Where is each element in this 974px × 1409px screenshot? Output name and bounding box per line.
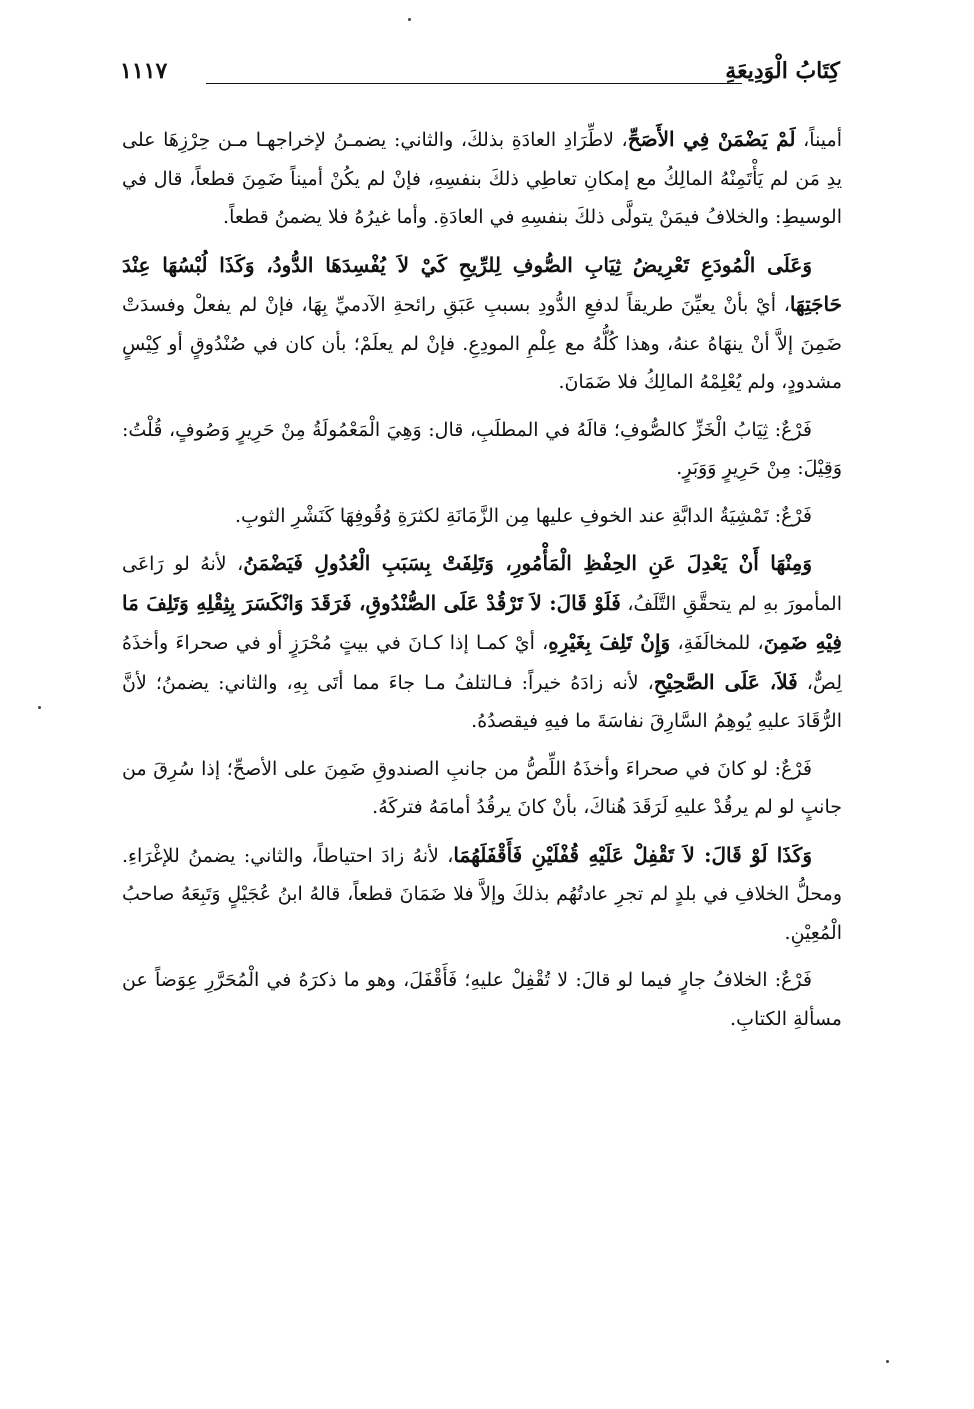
paragraph [122,411,842,488]
commentary-text: ، أيْ كمـا إذا كـانَ في بيتٍ مُحْرَزٍ أو في صحراءَ وأخذَهُ لِصٌّ، [122,632,842,694]
commentary-text: ، لأنه زادَهُ خيراً: فـالتلفُ مـا جاءَ مما أتَى بِهِ، والثاني: يضمنُ؛ لأنَّ الرُّقَادَ عليهِ يُوهِمُ السَّارِقَ نفاسَةَ ما فيهِ فيقصدُهُ. [122,671,842,732]
paragraph [122,246,842,402]
matn-text: وَكَذَا لَوْ قَالَ: لاَ تَقْفِلْ عَلَيْهِ قُفْلَيْنِ فَأَقْفَلَهُمَا [453,842,812,867]
header-rule [206,83,742,84]
matn-text: لَمْ يَضْمَنْ فِي الأَصَحِّ [627,127,796,151]
matn-text: فَلَوْ قَالَ: لاَ تَرْقُدْ عَلَى الصُّنْدُوقِ، فَرَقَدَ وَانْكَسَرَ بِثِقْلِهِ وَتَلِفَ مَا فِيْهِ ضَمِنَ [122,590,842,654]
commentary-text: ، أيْ بأنْ يعيِّنَ طريقاً لدفعِ الدُّودِ بسببِ عَبَقِ رائحةِ الآدميِّ بِهَا، فإنْ لم يفعلْ وفسدَتْ ضَمِنَ إلاَّ أنْ ينهَاهُ عنهُ، وهذا كُلُّهُ مع عِلْمِ المودِعِ. فإنْ لم يعلَمْ؛ بأن كان في صُنْدُوقٍ أو كِيْسٍ مشدودٍ، ولم يُعْلِمْهُ المالِكُ فلا ضَمَانَ. [122,294,842,393]
commentary-text: ، لأنهُ زادَ احتياطاً، والثاني: يضمنُ للإغْرَاءِ. ومحلُّ الخلافِ في بلدٍ لم تجرِ عادتُهُم بذلكَ وإلاَّ فلا ضَمَانَ قطعاً، قالهُ ابنُ عُجَيْلٍ وَتَبِعَهُ صاحبُ الْمُعِيْنِ. [122,844,842,944]
commentary-text: ، للمخالَفَةِ، [670,632,764,654]
matn-text: فَلاَ، عَلَى الصَّحِيْحِ [653,669,798,694]
commentary-text: ، لاطِّرَادِ العادَةِ بذلكَ، والثاني: يضمـنُ لإخراجهـا مـن حِرْزِهَا على يدِ مَن لم يَأْتَمِنْهُ المالِكُ مع إمكانِ تعاطِي ذلكَ بنفسِهِ، فإنْ لم يكُنْ أميناً ضَمِنَ قطعاً، قال في الوسيطِ: والخلافُ فيمَنْ يتولَّى ذلكَ بنفسِهِ في العادَةِ. وأما غيرُهُ فلا يضمنُ قطعاً. [122,129,842,228]
paragraph [122,120,842,237]
page-number: ١١١٧ [120,58,168,84]
commentary-text: فَرْعٌ: تَمْشِيَةُ الدابَّةِ عند الخوفِ عليها مِن الزَّمَانَةِ لكثرَةِ وُقُوفِهَا كَنَشْرِ الثوبِ. [234,504,812,527]
page-header [120,58,840,94]
commentary-text: ، لأنهُ لو رَاعَى المأمورَ بهِ لم يتحقَّقِ التَّلَفُ، [122,553,842,615]
paragraph [122,544,842,741]
paragraph [122,836,842,953]
commentary-text: فَرْعٌ: الخلافُ جارٍ فيما لو قالَ: لا تُقْفِلْ عليهِ؛ فَأَقْفَلَ، وهو ما ذكرَهُ في الْمُحَرَّرِ عِوَضاً عن مسألةِ الكتابِ. [122,969,842,1030]
commentary-text: فَرْعٌ: ثِيَابُ الْخَزِّ كالصُّوفِ؛ قالَهُ في المطلَبِ، قال: وَهِيَ الْمَعْمُولَةُ مِنْ حَرِيرٍ وَصُوفٍ، قُلْتُ: وَقِيْلَ: مِنْ حَرِيرٍ وَوَبَرٍ. [122,418,842,479]
commentary-text: أميناً، [795,129,842,151]
chapter-title: كِتَابُ الْوَدِيعَةِ [725,58,840,84]
matn-text: وَعَلَى الْمُودَعِ تَعْرِيضُ ثِيَابِ الصُّوفِ لِلرِّيحِ كَيْ لاَ يُفْسِدَهَا الدُّودُ، وَكَذَا لُبْسُهَا عِنْدَ حَاجَتِهَا [122,252,842,316]
matn-text: وَإِنْ تَلِفَ بِغَيْرِهِ [548,630,671,654]
matn-text: وَمِنْهَا أَنْ يَعْدِلَ عَنِ الحِفْظِ الْمَأْمُورِ، وَتَلِفَتْ بِسَبَبِ الْعُدُولِ فَيَضْمَنُ [243,551,813,575]
paragraph [122,750,842,827]
paragraph [122,497,842,536]
page-body [122,120,842,1047]
paragraph [122,961,842,1038]
scan-speck [408,18,411,21]
scan-speck [886,1360,889,1363]
commentary-text: فَرْعٌ: لو كانَ في صحراءَ وأخذَهُ اللِّصُّ من جانبِ الصندوقِ ضَمِنَ على الأصحِّ؛ إذا سُرِقَ من جانبٍ لو لم يرقُدْ عليهِ لَرَقَدَ هُناكَ، بأنْ كانَ يرقُدُ أمامَهُ فتركَهُ. [122,757,842,818]
scan-speck [38,706,41,709]
